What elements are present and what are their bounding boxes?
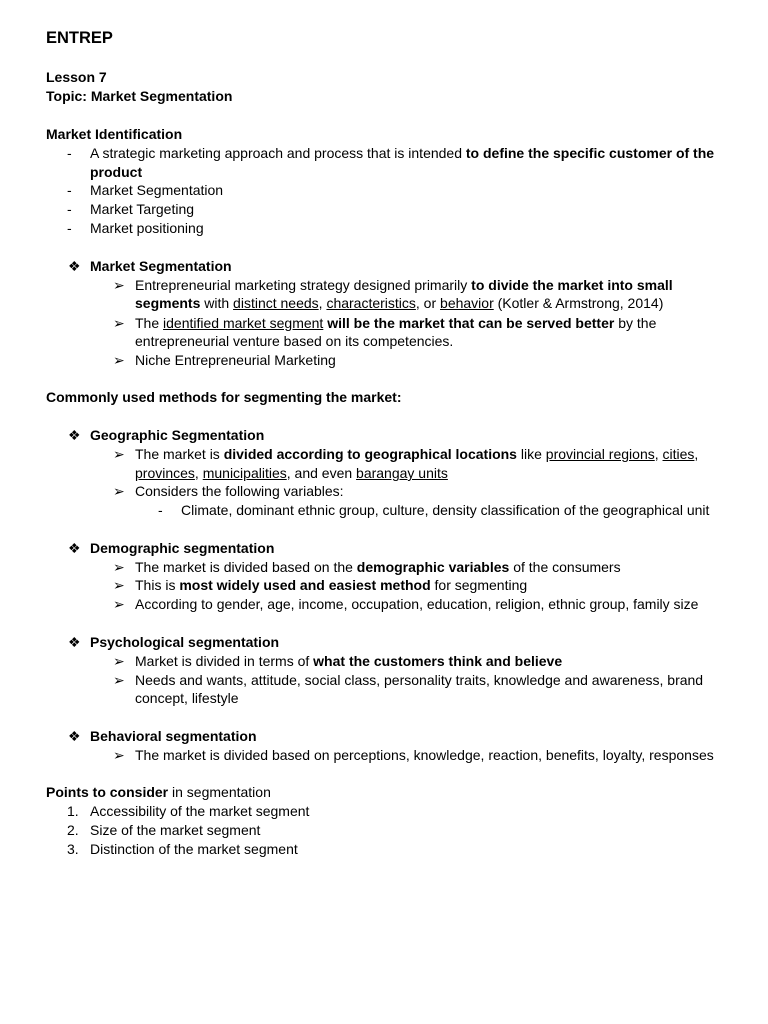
market-identification-heading: Market Identification [46,126,183,142]
demographic-heading: Demographic segmentation [90,540,275,556]
arrow-bullet-icon: ➢ [113,596,125,612]
psychological-point: Needs and wants, attitude, social class, personality traits, knowledge and awareness, brand [135,672,704,688]
arrow-bullet-icon: ➢ [113,559,125,575]
diamond-bullet-icon: ❖ [68,634,81,650]
list-item: Distinction of the market segment [90,841,298,857]
psychological-heading: Psychological segmentation [90,634,280,650]
segmentation-point: The identified market segment will be the market that can be served better by the [135,315,657,331]
market-identification-definition: A strategic marketing approach and process that is intended to define the specific customer of the [90,145,715,161]
dash-bullet: - [67,145,72,161]
arrow-bullet-icon: ➢ [113,672,125,688]
geographic-point: Considers the following variables: [135,483,344,499]
geographic-heading: Geographic Segmentation [90,427,265,443]
arrow-bullet-icon: ➢ [113,483,125,499]
demographic-point: This is most widely used and easiest method for segmenting [135,577,528,593]
arrow-bullet-icon: ➢ [113,747,125,763]
dash-bullet: - [67,220,72,236]
arrow-bullet-icon: ➢ [113,446,125,462]
geographic-point-cont: provinces, municipalities, and even barangay units [135,465,448,481]
segmentation-point: Niche Entrepreneurial Marketing [135,352,336,368]
geographic-subpoint: Climate, dominant ethnic group, culture, density classification of the geographical unit [181,502,710,518]
dash-bullet: - [158,502,163,518]
methods-heading: Commonly used methods for segmenting the market: [46,389,402,405]
demographic-point: According to gender, age, income, occupation, education, religion, ethnic group, family size [135,596,699,612]
arrow-bullet-icon: ➢ [113,653,125,669]
demographic-point: The market is divided based on the demographic variables of the consumers [135,559,621,575]
segmentation-heading: Market Segmentation [90,258,232,274]
list-item: Size of the market segment [90,822,261,838]
geographic-point: The market is divided according to geographical locations like provincial regions, cities, [135,446,699,462]
diamond-bullet-icon: ❖ [68,258,81,274]
points-heading: Points to consider in segmentation [46,784,271,800]
diamond-bullet-icon: ❖ [68,540,81,556]
list-item: Market Segmentation [90,182,224,198]
diamond-bullet-icon: ❖ [68,728,81,744]
segmentation-point-cont: entrepreneurial venture based on its competencies. [135,333,454,349]
lesson-label: Lesson 7 [46,69,107,85]
dash-bullet: - [67,201,72,217]
list-item: Market positioning [90,220,204,236]
psychological-point: Market is divided in terms of what the customers think and believe [135,653,563,669]
segmentation-point: Entrepreneurial marketing strategy designed primarily to divide the market into small [135,277,673,293]
arrow-bullet-icon: ➢ [113,277,125,293]
market-identification-definition-cont: product [90,164,143,180]
behavioral-heading: Behavioral segmentation [90,728,257,744]
topic-label: Topic: Market Segmentation [46,88,233,104]
behavioral-point: The market is divided based on perceptions, knowledge, reaction, benefits, loyalty, responses [135,747,714,763]
list-number: 3. [67,841,79,857]
psychological-point-cont: concept, lifestyle [135,690,239,706]
arrow-bullet-icon: ➢ [113,315,125,331]
list-number: 2. [67,822,79,838]
list-item: Accessibility of the market segment [90,803,310,819]
list-number: 1. [67,803,79,819]
arrow-bullet-icon: ➢ [113,352,125,368]
doc-title: ENTREP [46,29,113,47]
arrow-bullet-icon: ➢ [113,577,125,593]
segmentation-point-cont: segments with distinct needs, characteristics, or behavior (Kotler & Armstrong, 2014) [135,295,664,311]
list-item: Market Targeting [90,201,195,217]
diamond-bullet-icon: ❖ [68,427,81,443]
dash-bullet: - [67,182,72,198]
